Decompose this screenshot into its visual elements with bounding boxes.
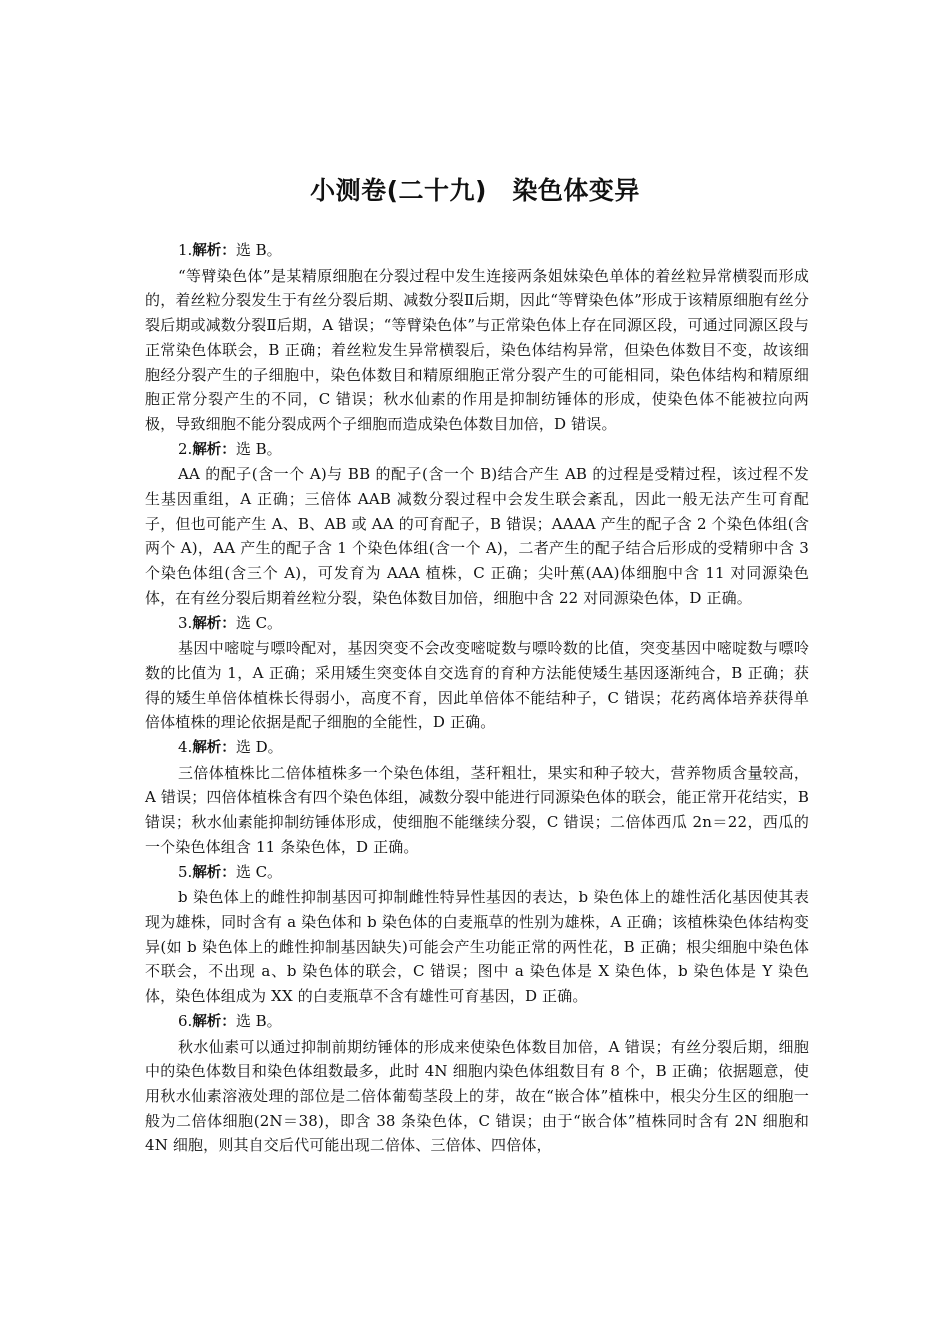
answer-choice: 选 B。 [235,439,282,458]
question-header [145,1009,809,1035]
question-5 [145,860,809,1009]
question-header [145,860,809,886]
analysis-label: 解析： [192,615,236,632]
question-4 [145,735,809,860]
question-header [145,611,809,637]
question-number: 1. [178,241,193,259]
question-number: 5. [178,862,193,881]
answer-choice: 选 D。 [235,738,283,757]
question-number: 4. [178,738,193,757]
analysis-text: “等臂染色体”是某精原细胞在分裂过程中发生连接两条姐妹染色单体的着丝粒异常横裂而形成的，着丝粒分裂发生于有丝分裂后期、减数分裂Ⅱ后期，因此“等臂染色体”形成于该精原细胞有丝分裂后期或减数分裂Ⅱ后期，A 错误；“等臂染色体”与正常染色体上存在同源区段，可通过同源区段与正常染色体联会，B 正确；着丝粒发生异常横裂后，染色体结构异常，但染色体数目不变，故该细胞经分裂产生的子细胞中，染色体数目和精原细胞正常分裂产生的可能相同，染色体结构和精原细胞正常分裂产生的不同，C 错误；秋水仙素的作用是抑制纺锤体的形成，使染色体不能被拉向两极，导致细胞不能分裂成两个子细胞而造成染色体数目加倍，D 错误。 [145,266,809,433]
question-number: 3. [178,613,193,632]
analysis-label: 解析： [192,864,236,881]
question-1 [145,238,809,437]
analysis-text: 三倍体植株比二倍体植株多一个染色体组，茎秆粗壮，果实和种子较大，营养物质含量较高，A 错误；四倍体植株含有四个染色体组，减数分裂中能进行同源染色体的联会，能正常开花结实，B 错误；秋水仙素能抑制纺锤体形成，使细胞不能继续分裂，C 错误；二倍体西瓜 2n＝22，西瓜的一个染色体组含 11 条染色体，D 正确。 [145,763,809,856]
answer-choice: 选 B。 [235,241,282,259]
analysis-text: 秋水仙素可以通过抑制前期纺锤体的形成来使染色体数目加倍，A 错误；有丝分裂后期，细胞中的染色体数目和染色体组数最多，此时 4N 细胞内染色体组数目有 8 个，B 正确；依据题意，使用秋水仙素溶液处理的部位是二倍体葡萄茎段上的芽，故在“嵌合体”植株中，根尖分生区的细胞一般为二倍体细胞(2N＝38)，即含 38 条染色体，C 错误；由于“嵌合体”植株同时含有 2N 细胞和 4N 细胞，则其自交后代可能出现二倍体、三倍体、四倍体， [145,1037,809,1155]
question-number: 6. [178,1011,193,1030]
question-header [145,437,809,463]
question-2 [145,437,809,611]
question-header [145,735,809,761]
answer-choice: 选 C。 [235,862,283,881]
analysis-label: 解析： [192,740,236,757]
question-3 [145,611,809,736]
analysis-label: 解析： [192,1013,236,1030]
question-header [145,238,809,264]
analysis-text: AA 的配子(含一个 A)与 BB 的配子(含一个 B)结合产生 AB 的过程是受精过程，该过程不发生基因重组，A 正确；三倍体 AAB 减数分裂过程中会发生联会紊乱，因此一般无法产生可育配子，但也可能产生 A、B、AB 或 AA 的可育配子，B 错误；AAAA 产生的配子含 2 个染色体组(含两个 A)，AA 产生的配子含 1 个染色体组(含一个 A)，二者产生的配子结合后形成的受精卵中含 3 个染色体组(含三个 A)，可发育为 AAA 植株，C 正确；尖叶蕉(AA)体细胞中含 11 对同源染色体，在有丝分裂后期着丝粒分裂，染色体数目加倍，细胞中含 22 对同源染色体，D 正确。 [145,465,809,607]
analysis-text: b 染色体上的雌性抑制基因可抑制雌性特异性基因的表达，b 染色体上的雄性活化基因使其表现为雄株，同时含有 a 染色体和 b 染色体的白麦瓶草的性别为雄株，A 正确；该植株染色体结构变异(如 b 染色体上的雌性抑制基因缺失)可能会产生功能正常的两性花，B 正确；根尖细胞中染色体不联会，不出现 a、b 染色体的联会，C 错误；图中 a 染色体是 X 染色体，b 染色体是 Y 染色体，染色体组成为 XX 的白麦瓶草不含有雄性可育基因，D 正确。 [145,888,809,1006]
question-number: 2. [178,439,193,458]
answer-choice: 选 B。 [235,1011,282,1030]
analysis-text: 基因中嘧啶与嘌呤配对，基因突变不会改变嘧啶数与嘌呤数的比值，突变基因中嘧啶数与嘌呤数的比值为 1，A 正确；采用矮生突变体自交选育的育种方法能使矮生基因逐渐纯合，B 正确；获得的矮生单倍体植株长得弱小，高度不育，因此单倍体不能结种子，C 错误；花药离体培养获得单倍体植株的理论依据是配子细胞的全能性，D 正确。 [145,639,809,732]
analysis-label: 解析： [192,243,236,259]
answer-list [145,238,809,1158]
page-title: 小测卷(二十九) 染色体变异 [310,175,640,205]
analysis-label: 解析： [192,441,236,458]
answer-choice: 选 C。 [235,613,283,632]
question-6 [145,1009,809,1158]
